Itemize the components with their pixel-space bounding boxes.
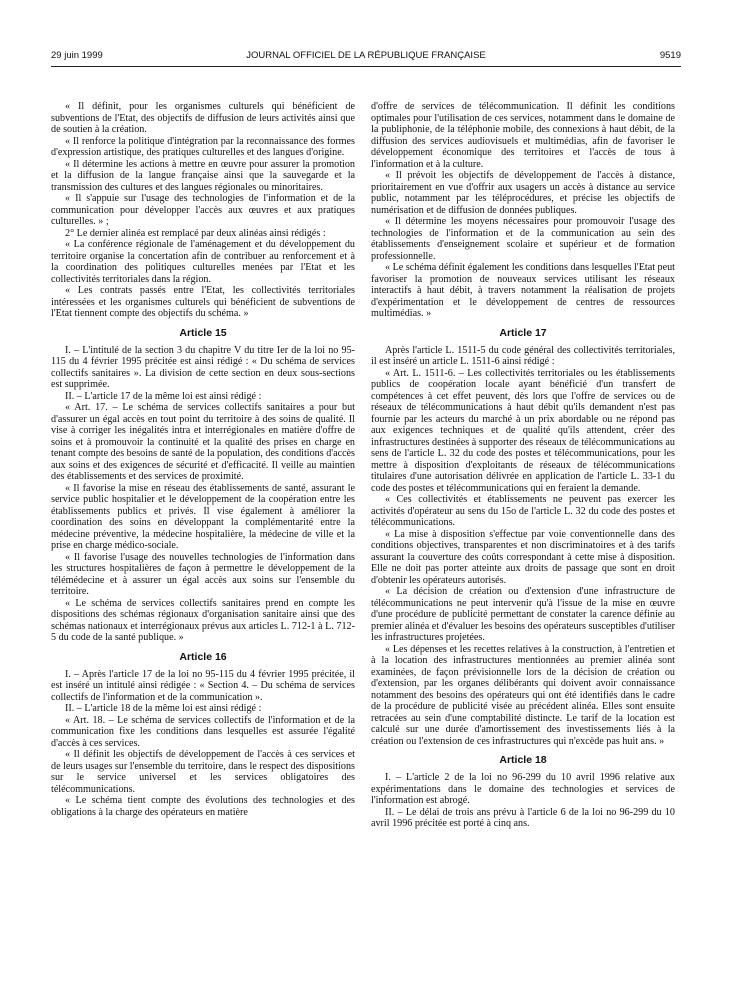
paragraph: I. – Après l'article 17 de la loi no 95-115 du 4 février 1995 précitée, il est inséré un intitulé ainsi rédigée : « Section 4. – Du schéma de services collectifs de l'information et de la communication ». bbox=[51, 668, 355, 703]
paragraph: « Art. 18. – Le schéma de services collectifs de l'information et de la communication fixe les conditions dans lesquelles est assurée l'égalité d'accès à ces services. bbox=[51, 714, 355, 749]
paragraph: « Les dépenses et les recettes relatives à la construction, à l'entretien et à la location des infrastructures mentionnées au premier alinéa sont examinées, de façon prévisionnelle lors de la décision de création ou d'extension, par les organes délibérants qui doivent avoir connaissance notamment des besoins des opérateurs qui ont été identifiés dans le cadre de la procédure de publicité visée au précédent alinéa. Elles sont ensuite retracées au sein d'une comptabilité distincte. Le tarif de la location est calculé sur une durée d'amortissement des investissements liés à la création ou l'extension de ces infrastructures qui n'excède pas huit ans. » bbox=[371, 643, 675, 747]
paragraph: « Le schéma définit également les conditions dans lesquelles l'Etat peut favoriser la promotion de nouveaux services utilisant les réseaux interactifs à haut débit, à travers notamment la réalisation de projets d'expérimentation et le développement de centres de ressources multimédias. » bbox=[371, 262, 675, 319]
paragraph: « Art. 17. – Le schéma de services collectifs sanitaires a pour but d'assurer un égal accès en tout point du territoire à des soins de qualité. Il vise à corriger les inégalités intra et interrégionales en matière d'offre de soins et à promouvoir la continuité et la qualité des prises en charge en tenant compte des besoins de santé de la population, des conditions d'accès aux soins et des exigences de sécurité et d'efficacité. Il veille au maintien des établissements et des services de proximité. bbox=[51, 402, 355, 482]
paragraph: « Il favorise l'usage des nouvelles technologies de l'information dans les structures hospitalières de façon à permettre le développement de la télémédecine et à assurer un égal accès aux soins sur l'ensemble du territoire. bbox=[51, 551, 355, 597]
paragraph: Après l'article L. 1511-5 du code général des collectivités territoriales, il est inséré un article L. 1511-6 ainsi rédigé : bbox=[371, 344, 675, 367]
paragraph: II. – L'article 17 de la même loi est ainsi rédigé : bbox=[65, 390, 262, 402]
paragraph: II. – Le délai de trois ans prévu à l'article 6 de la loi no 96-299 du 10 avril 1996 précitée est porté à cinq ans. bbox=[371, 806, 675, 829]
paragraph: « Art. L. 1511-6. – Les collectivités territoriales ou les établissements publics de coopération locale ayant bénéficié d'un transfert de compétences à cet effet peuvent, dès lors que l'offre de services ou de réseaux de télécommunications à haut débit qu'ils demandent n'est pas fournie par les acteurs du marché à un prix abordable ou ne répond pas aux exigences techniques et de qualité qu'ils attendent, créer des infrastructures destinées à supporter des réseaux de télécommunications au sens de l'article L. 32 du code des postes et télécommunications, pour les mettre à disposition d'exploitants de réseaux de télécommunications titulaires d'une autorisation délivrée en application de l'article L. 33-1 du code des postes et télécommunications qui en feraient la demande. bbox=[371, 367, 675, 494]
page-number: 9519 bbox=[659, 50, 681, 61]
paragraph: « La décision de création ou d'extension d'une infrastructure de télécommunications ne peut intervenir qu'à l'issue de la mise en œuvre d'une procédure de publicité permettant de constater la carence définie au premier alinéa et d'évaluer les besoins des opérateurs susceptibles d'utiliser les infrastructures projetées. bbox=[371, 586, 675, 643]
paragraph: « Le schéma de services collectifs sanitaires prend en compte les dispositions des schémas régionaux d'organisation sanitaire ainsi que des schémas nationaux et interrégionaux prévus aux articles L. 712-1 à L. 712-5 du code de la santé publique. » bbox=[51, 597, 355, 643]
article-17-heading: Article 17 bbox=[499, 326, 547, 339]
paragraph: II. – L'article 18 de la même loi est ainsi rédigé : bbox=[65, 703, 262, 714]
paragraph: d'offre de services de télécommunication. Il définit les conditions optimales pour l'utilisation de ces services, notamment dans le domaine de la publiphonie, de la téléphonie mobile, des connexions à haut débit, de la diffusion des services audiovisuels et multimédias, afin de favoriser le développement économique des territoires et l'accès de tous à l'information et à la culture. bbox=[371, 101, 675, 170]
article-15-heading: Article 15 bbox=[179, 326, 227, 339]
paragraph: « La conférence régionale de l'aménagement et du développement du territoire organise la concertation afin de contribuer au renforcement et à la coordination des politiques culturelles menées par l'Etat et les collectivités territoriales dans la région. bbox=[51, 239, 355, 285]
paragraph: 2° Le dernier alinéa est remplacé par deux alinéas ainsi rédigés : bbox=[65, 227, 326, 239]
paragraph: « Les contrats passés entre l'Etat, les collectivités territoriales intéressées et les organismes culturels qui bénéficient de subventions de l'Etat tiennent compte des objectifs du schéma. » bbox=[51, 285, 355, 319]
page-header bbox=[51, 50, 681, 64]
paragraph: I. – L'intitulé de la section 3 du chapitre V du titre Ier de la loi no 95-115 du 4 février 1995 précitée est ainsi rédigé : « Du schéma de services collectifs sanitaires ». La division de cette section en deux sous-sections est supprimée. bbox=[51, 344, 355, 390]
paragraph: « Ces collectivités et établissements ne peuvent pas exercer les activités d'opérateur au sens du 15o de l'article L. 32 du code des postes et télécommunications. bbox=[371, 494, 675, 528]
left-column bbox=[51, 101, 355, 818]
article-18-heading: Article 18 bbox=[499, 754, 547, 766]
paragraph: « Il s'appuie sur l'usage des technologies de l'information et de la communication pour développer l'accès aux œuvres et aux pratiques culturelles. » ; bbox=[51, 193, 355, 227]
paragraph: « Le schéma tient compte des évolutions des technologies et des obligations à la charge des opérateurs en matière bbox=[51, 795, 355, 818]
journal-title: JOURNAL OFFICIEL DE LA RÉPUBLIQUE FRANÇAISE bbox=[246, 50, 486, 61]
header-rule bbox=[51, 66, 681, 67]
paragraph: « Il définit, pour les organismes culturels qui bénéficient de subventions de l'Etat, des objectifs de diffusion de leurs activités ainsi que de soutien à la création. bbox=[51, 101, 355, 135]
paragraph: « Il favorise la mise en réseau des établissements de santé, assurant le service public hospitalier et le développement de la coopération entre les établissements publics et privés. Il vise également à améliorer la coordination des soins en développant la complémentarité entre la médecine préventive, la médecine hospitalière, la médecine de ville et la prise en charge médico-sociale. bbox=[51, 482, 355, 551]
paragraph: « La mise à disposition s'effectue par voie conventionnelle dans des conditions objectives, transparentes et non discriminatoires et à des tarifs assurant la couverture des coûts correspondant à cette mise à disposition. Elle ne doit pas porter atteinte aux droits de passage que sont en droit d'obtenir les opérateurs autorisés. bbox=[371, 528, 675, 586]
article-16-heading: Article 16 bbox=[179, 650, 227, 663]
header-date: 29 juin 1999 bbox=[51, 50, 103, 61]
paragraph: « Il renforce la politique d'intégration par la reconnaissance des formes d'expression artistique, des pratiques culturelles et des langues d'origine. bbox=[51, 135, 355, 158]
paragraph: « Il détermine les moyens nécessaires pour promouvoir l'usage des technologies de l'information et de la communication au sein des établissements d'enseignement scolaire et supérieur et de formation professionnelle. bbox=[371, 216, 675, 262]
paragraph: « Il définit les objectifs de développement de l'accès à ces services et de leurs usages sur l'ensemble du territoire, dans le respect des dispositions sur le service universel et les services obligatoires des télécommunications. bbox=[51, 749, 355, 795]
paragraph: « Il prévoit les objectifs de développement de l'accès à distance, prioritairement en vue d'offrir aux usagers un accès à distance au service public, notamment par les téléprocédures, et précise les objectifs de numérisation et de diffusion de données publiques. bbox=[371, 170, 675, 216]
paragraph: I. – L'article 2 de la loi no 96-299 du 10 avril 1996 relative aux expérimentations dans le domaine des technologies et services de l'information est abrogé. bbox=[371, 772, 675, 806]
paragraph: « Il détermine les actions à mettre en œuvre pour assurer la promotion et la diffusion de la langue française ainsi que la sauvegarde et la transmission des cultures et des langues régionales ou minoritaires. bbox=[51, 158, 355, 193]
right-column bbox=[371, 101, 675, 830]
